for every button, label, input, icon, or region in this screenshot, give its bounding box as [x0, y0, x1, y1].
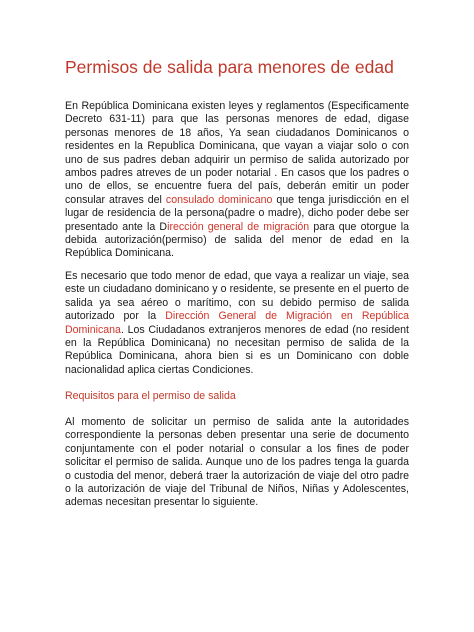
paragraph-3-text: Al momento de solicitar un permiso de salida ante la autoridades correspondiente la personas deben presentar una serie de documento conjuntamente con el poder notarial o consular a los fines de poder solicitar el permiso de salida. Aunque uno de los padres tenga la guarda o custodia del menor, deberá traer la autorización de viaje del otro padre o la autorización de viaje del Tribunal de Niños, Niñas y Adolescentes, ademas necesitan presentar lo siguiente.: [65, 416, 409, 509]
paragraph-3: [65, 416, 409, 510]
consulado-link[interactable]: consulado dominicano: [165, 193, 273, 206]
paragraph-2-text-a: Es necesario que todo menor de edad, que vaya a realizar un viaje, sea este un ciudadano dominicano y o residente, se presente en el puerto de salida ya sea aéreo o marítimo, con su debido permiso de salida autorizado por la: [65, 270, 409, 323]
paragraph-2-text-b: . Los Ciudadanos extranjeros menores de edad (no resident en la República Dominicana) no necesitan permiso de salida de la República Dominicana, ahora bien si es un Dominicano con doble nacionalidad aplica ciertas Condiciones.: [65, 323, 409, 376]
migracion-link[interactable]: irección general de migración: [167, 220, 310, 233]
page-title: Permisos de salida para menores de edad: [65, 57, 394, 77]
paragraph-1-text-b: que tenga jurisdicción en el lugar de residencia de la persona(padre o madre), dicho poder debe ser presentado ante la D: [65, 193, 410, 233]
section-subtitle: Requisitos para el permiso de salida: [65, 390, 236, 402]
paragraph-1-text-a: En República Dominicana existen leyes y reglamentos (Especificamente Decreto 631-11) para que las personas menores de edad, digase personas menores de 18 años, Ya sean ciudadanos Dominicanos o residentes en la Republica Dominicana, que vayan a viajar solo o con uno de sus padres deban adquirir un permiso de salida autorizado por ambos padres atreves de un poder notarial . En casos que los padres o uno de ellos, se encuentre fuera del país, deberán emitir un poder consular atraves del: [65, 100, 409, 206]
paragraph-1-text-c: para que otorgue la debida autorización(permiso) de salida del menor de edad en la República Dominicana.: [65, 220, 409, 260]
direccion-migracion-link[interactable]: Dirección General de Migración en República Dominicana: [65, 310, 410, 336]
paragraph-2: [65, 270, 409, 377]
paragraph-1: [65, 100, 409, 261]
